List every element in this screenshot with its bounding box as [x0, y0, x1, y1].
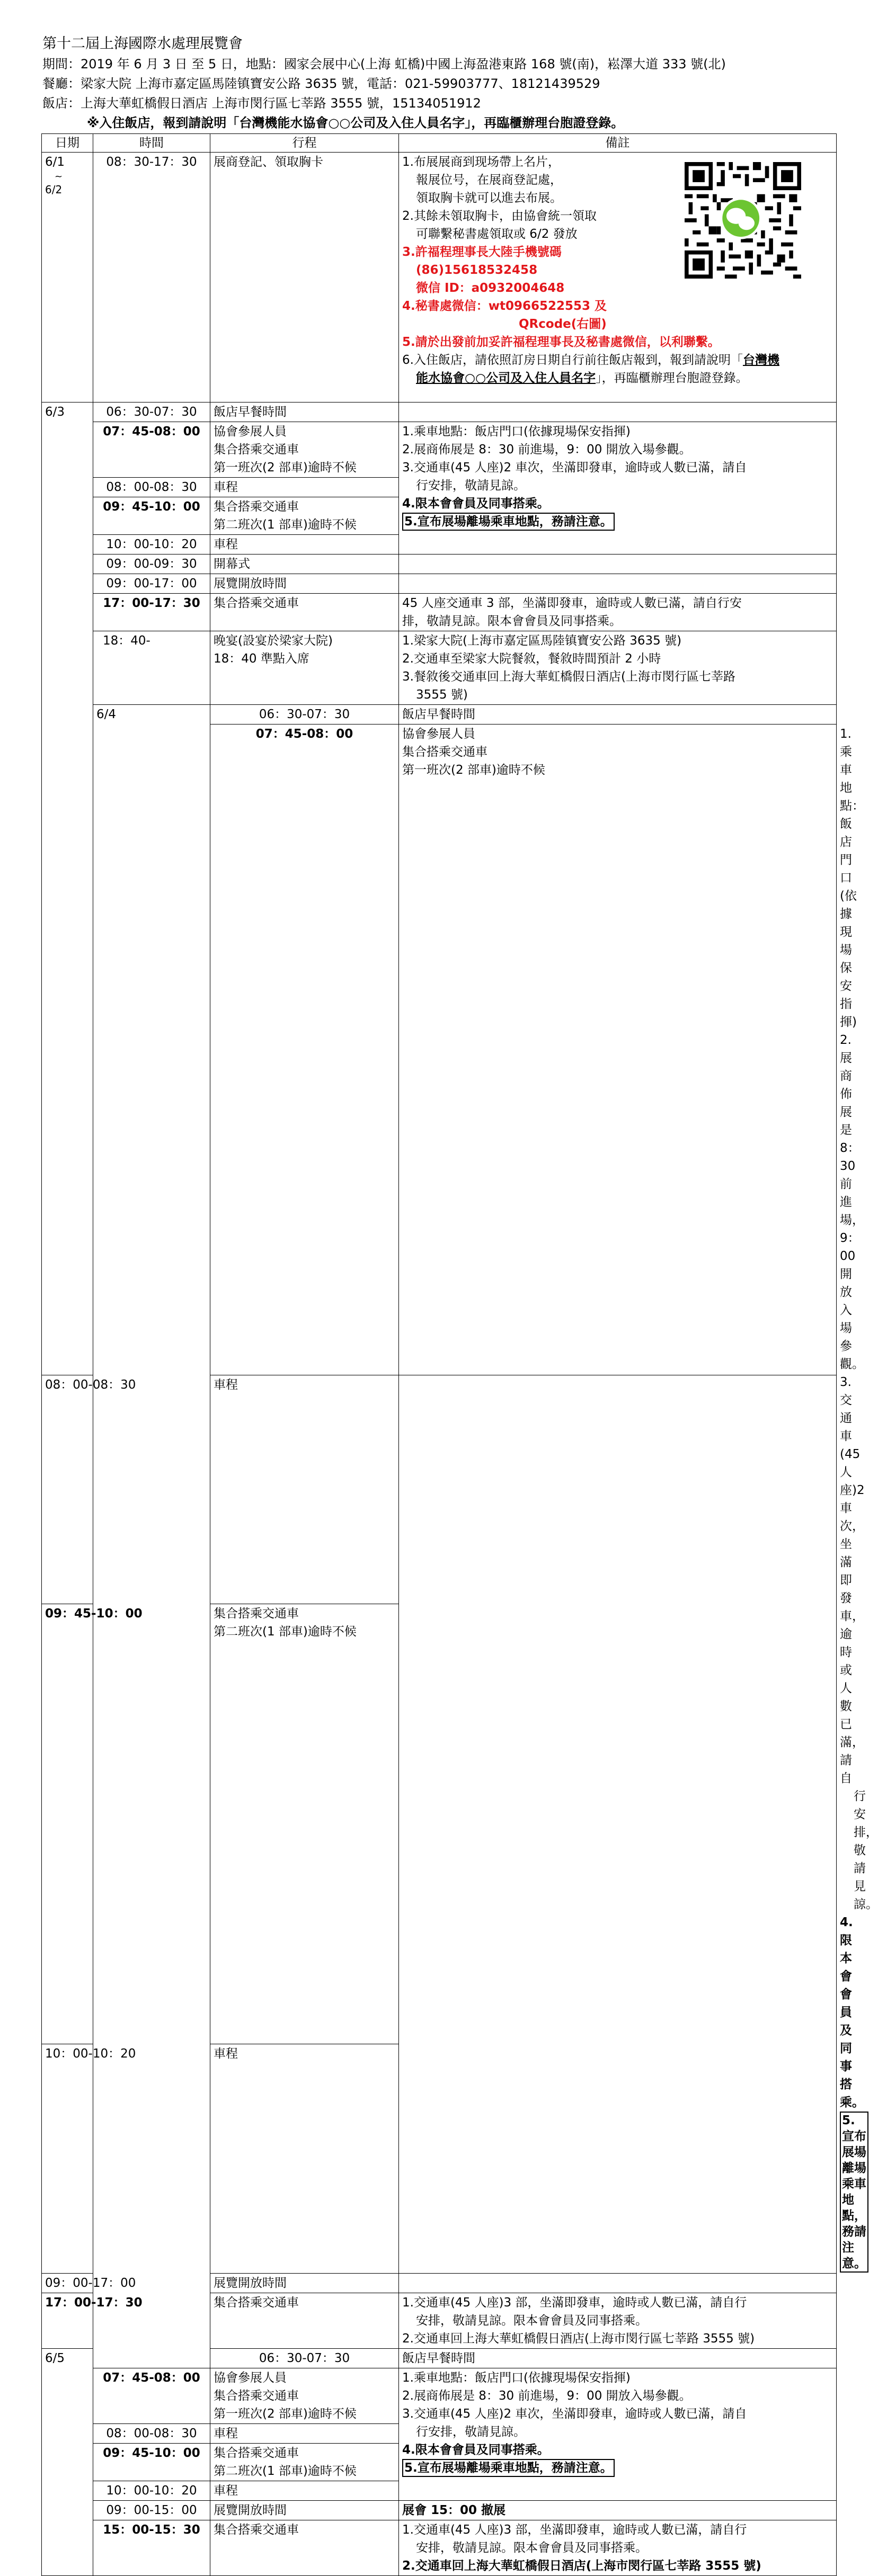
notes-cell: 1.乘車地點：飯店門口(依據現場保安指揮) 2.展商佈展是 8：30 前進場，9：00 開放入場參觀。 3.交通車(45 人座)2 車次，坐滿即發車，逾時或人數已滿，請自 行安排，敬請見諒。 4.限本會會員及同事搭乘。 5.宣布展場離場乘車地點，務請注意。	[399, 422, 837, 554]
item-cell: 協會參展人員 集合搭乘交通車 第一班次(2 部車)逾時不候	[210, 2368, 399, 2424]
checkin-notice: ※入住飯店，報到請說明「台灣機能水協會○○公司及入住人員名字」，再臨櫃辦理台胞證登錄。	[87, 115, 624, 130]
item-cell: 集合搭乘交通車	[210, 594, 399, 631]
item-cell: 展覽開放時間	[210, 574, 399, 594]
time-cell: 09：45-10：00	[93, 2444, 210, 2481]
table-row	[42, 705, 837, 724]
date-label: 6/2	[45, 183, 63, 196]
col-date: 日期	[42, 134, 93, 153]
notes-cell	[399, 554, 837, 574]
item-cell: 車程	[210, 1375, 399, 1604]
time-cell: 08：00-08：30	[93, 2424, 210, 2444]
time-cell: 17：00-17：30	[42, 2293, 93, 2349]
note-line: 領取胸卡就可以進去布展。	[416, 191, 562, 205]
table-row	[42, 2520, 837, 2576]
table-row	[42, 2501, 837, 2520]
item-cell: 車程	[210, 2424, 399, 2444]
time-cell: 09：45-10：00	[93, 497, 210, 535]
table-header-row	[42, 134, 837, 153]
note-line: 3.許福程理事長大陸手機號碼	[402, 245, 562, 259]
page-title: 第十二屆上海國際水處理展覽會	[42, 35, 243, 52]
note-line: 微信 ID：a0932004648	[416, 281, 565, 295]
item-cell: 展覽開放時間	[210, 2501, 399, 2520]
qr-code-icon	[685, 162, 801, 279]
item-cell: 車程	[210, 535, 399, 554]
note-line: 6.入住飯店，請依照訂房日期自行前往飯店報到，報到請說明「台灣機	[402, 353, 779, 367]
item-cell: 集合搭乘交通車	[210, 2293, 399, 2349]
event-period: 期間：2019 年 6 月 3 日 至 5 日，地點：國家会展中心(上海 虹橋)中國上海盈港東路 168 號(南)，崧澤大道 333 號(北)	[42, 57, 726, 71]
table-row	[42, 554, 837, 574]
time-cell: 06：30-07：30	[210, 2349, 399, 2368]
date-label: 6/1	[45, 155, 65, 169]
item-cell: 飯店早餐時間	[399, 705, 837, 724]
item-cell: 集合搭乘交通車 第二班次(1 部車)逾時不候	[210, 2444, 399, 2481]
note-line: QRcode(右圖)	[519, 317, 607, 331]
time-cell: 07：45-08：00	[93, 422, 210, 478]
time-cell: 10：00-10：20	[42, 2044, 93, 2274]
item-cell: 晚宴(設宴於梁家大院) 18：40 準點入席	[210, 631, 399, 705]
date-cell: 6/3	[42, 402, 93, 1375]
time-cell: 08：30-17：30	[93, 153, 210, 402]
col-time: 時間	[93, 134, 210, 153]
notes-cell	[399, 402, 837, 422]
notes-cell	[399, 574, 837, 594]
item-cell: 飯店早餐時間	[399, 2349, 837, 2368]
notes-cell: 1.交通車(45 人座)3 部，坐滿即發車，逾時或人數已滿，請自行 安排，敬請見諒。限本會會員及同事搭乘。 2.交通車回上海大華虹橋假日酒店(上海市閔行區七莘路 3555 號)	[399, 2293, 837, 2349]
notes-cell	[399, 2274, 837, 2293]
note-line: 5.請於出發前加妥許福程理事長及秘書處微信，以利聯繫。	[402, 335, 720, 349]
item-cell: 車程	[210, 478, 399, 497]
date-cell	[42, 153, 93, 402]
time-cell: 06：30-07：30	[93, 402, 210, 422]
schedule-table	[41, 133, 878, 2576]
time-cell: 07：45-08：00	[210, 724, 399, 1375]
note-line: (86)15618532458	[416, 263, 538, 277]
date-cell: 6/4	[93, 705, 210, 2368]
restaurant-info: 餐廳：梁家大院 上海市嘉定區馬陸镇寶安公路 3635 號，電話：021-59903777、18121439529	[42, 76, 600, 91]
time-cell: 07：45-08：00	[93, 2368, 210, 2424]
table-row	[42, 631, 837, 705]
col-notes: 備註	[399, 134, 837, 153]
item-cell: 集合搭乘交通車	[210, 2520, 399, 2576]
item-cell: 開幕式	[210, 554, 399, 574]
item-cell: 飯店早餐時間	[210, 402, 399, 422]
table-row	[42, 574, 837, 594]
time-cell: 09：45-10：00	[42, 1604, 93, 2044]
notes-cell	[399, 153, 837, 402]
time-cell: 09：00-09：30	[93, 554, 210, 574]
item-cell: 展商登記、領取胸卡	[210, 153, 399, 402]
time-cell: 17：00-17：30	[93, 594, 210, 631]
item-cell: 車程	[210, 2481, 399, 2501]
col-itinerary: 行程	[210, 134, 399, 153]
table-row: 07：45-08：00 協會參展人員 集合搭乘交通車 第一班次(2 部車)逾時不候 1.乘車地點：飯店門口(依據現場保安指揮) 2.展商佈展是 8：30 前進場，9：00 開放入場參觀。 3.交通車(45 人座)2 車次，坐滿即發車，逾時或人數已滿，請自 行安排，敬請見諒。 4.限本會會員及同事搭乘。 5.宣布展場離場乘車地點，務請注意。	[42, 724, 837, 1375]
time-cell: 18：40-	[93, 631, 210, 705]
item-cell: 協會參展人員 集合搭乘交通車 第一班次(2 部車)逾時不候	[210, 422, 399, 478]
date-tilde: ~	[55, 171, 63, 182]
note-line: 報展位号，在展商登記處，	[416, 173, 562, 187]
notes-cell: 45 人座交通車 3 部，坐滿即發車，逾時或人數已滿，請自行安 排，敬請見諒。限本會會員及同事搭乘。	[399, 594, 837, 631]
time-cell: 10：00-10：20	[93, 2481, 210, 2501]
note-line: 可聯繫秘書處領取或 6/2 發放	[416, 227, 578, 241]
table-row	[42, 153, 837, 402]
item-cell: 集合搭乘交通車 第二班次(1 部車)逾時不候	[210, 497, 399, 535]
table-row	[42, 402, 837, 422]
time-cell: 09：00-17：00	[42, 2274, 93, 2293]
item-cell: 展覽開放時間	[210, 2274, 399, 2293]
item-cell: 車程	[210, 2044, 399, 2274]
time-cell: 08：00-08：30	[42, 1375, 93, 1604]
time-cell: 08：00-08：30	[93, 478, 210, 497]
table-row	[42, 594, 837, 631]
notes-cell: 1.梁家大院(上海市嘉定區馬陸镇寶安公路 3635 號) 2.交通車至梁家大院餐敘，餐敘時間預計 2 小時 3.餐敘後交通車回上海大華虹橋假日酒店(上海市閔行區七莘路 3555 號)	[399, 631, 837, 705]
item-cell: 集合搭乘交通車 第二班次(1 部車)逾時不候	[210, 1604, 399, 2044]
item-cell: 協會參展人員 集合搭乘交通車 第一班次(2 部車)逾時不候	[399, 724, 837, 1375]
note-line: 2.其餘未領取胸卡，由協會統一領取	[402, 209, 597, 223]
hotel-info: 飯店：上海大華虹橋假日酒店 上海市閔行區七莘路 3555 號，15134051912	[42, 96, 481, 111]
time-cell: 09：00-15：00	[93, 2501, 210, 2520]
time-cell: 15：00-15：30	[93, 2520, 210, 2576]
table-row	[42, 422, 837, 478]
notes-cell: 1.乘車地點：飯店門口(依據現場保安指揮) 2.展商佈展是 8：30 前進場，9：00 開放入場參觀。 3.交通車(45 人座)2 車次，坐滿即發車，逾時或人數已滿，請自 行安排，敬請見諒。 4.限本會會員及同事搭乘。 5.宣布展場離場乘車地點，務請注意。	[399, 2368, 837, 2501]
time-cell: 06：30-07：30	[210, 705, 399, 724]
notes-cell: 1.交通車(45 人座)3 部，坐滿即發車，逾時或人數已滿，請自行 安排，敬請見諒。限本會會員及同事搭乘。 2.交通車回上海大華虹橋假日酒店(上海市閔行區七莘路 3555 號)	[399, 2520, 837, 2576]
note-line: 能水協會○○公司及入住人員名字」，再臨櫃辦理台胞證登錄。	[416, 371, 748, 385]
note-line: 1.布展展商到现场帶上名片，	[402, 155, 560, 169]
date-cell: 6/5	[42, 2349, 93, 2576]
table-row	[42, 2368, 837, 2424]
time-cell: 09：00-17：00	[93, 574, 210, 594]
time-cell: 10：00-10：20	[93, 535, 210, 554]
notes-cell: 展會 15：00 撤展	[399, 2501, 837, 2520]
note-line: 4.秘書處微信：wt0966522553 及	[402, 299, 607, 313]
